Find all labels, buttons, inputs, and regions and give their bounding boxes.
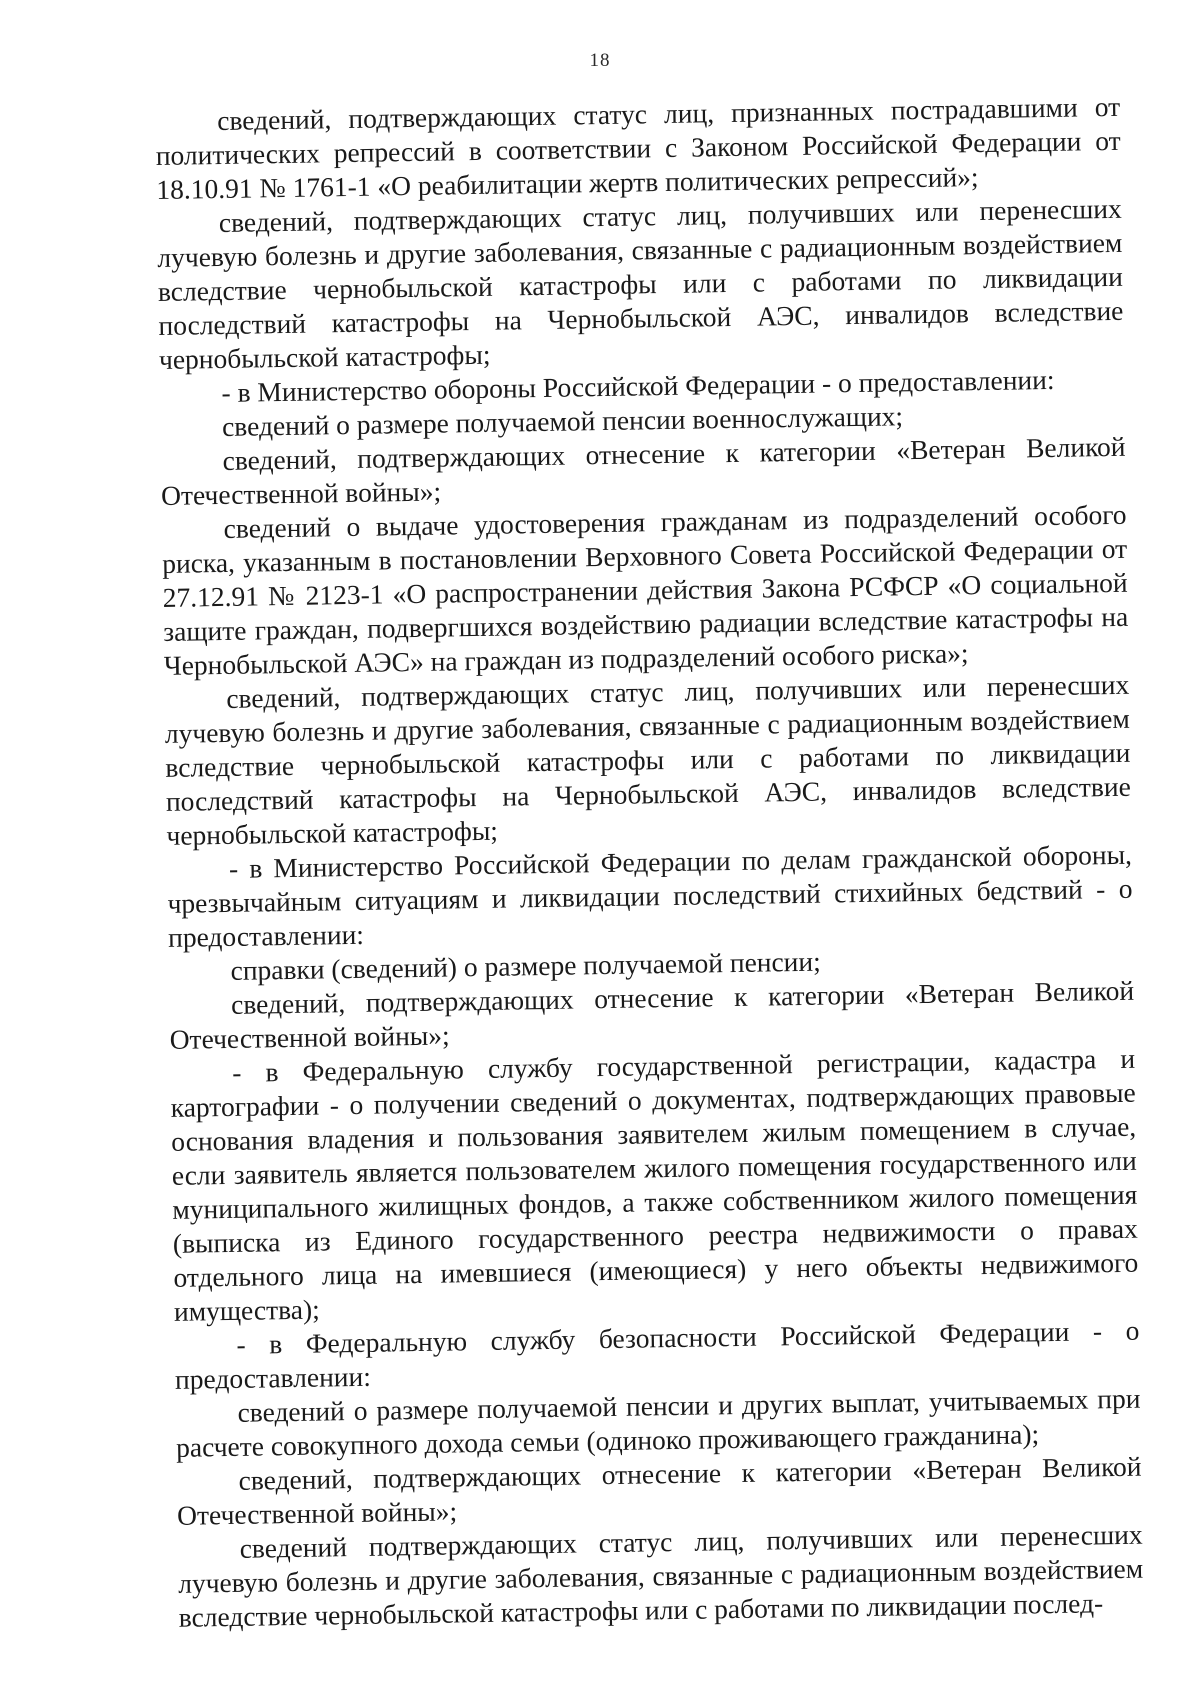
paragraph: сведений, подтверждающих отнесение к категории «Ветеран Великой Отечественной войны»; [160, 430, 1126, 511]
paragraph: сведений, подтверждающих отнесение к категории «Ветеран Великой Отечественной войны»; [176, 1450, 1142, 1531]
paragraph: сведений, подтверждающих отнесение к категории «Ветеран Великой Отечественной войны»; [169, 974, 1135, 1055]
paragraph: сведений, подтверждающих статус лиц, получивших или перенесших лучевую болезнь и другие заболевания, связанные с радиационным воздействием вследствие чернобыльской катастрофы или с работами по ликвидации последствий катастрофы на Чернобыльской АЭС, инвалидов вследствие чернобыльской катастрофы; [157, 192, 1124, 375]
paragraph: - в Министерство Российской Федерации по делам гражданской обороны, чрезвычайным ситуациям и ликвидации последствий стихийных бедствий - о предоставлении: [167, 838, 1133, 953]
paragraph: - в Федеральную службу безопасности Российской Федерации - о предоставлении: [174, 1314, 1140, 1395]
paragraph: сведений о размере получаемой пенсии военнослужащих; [221, 400, 904, 442]
paragraph: сведений подтверждающих статус лиц, получивших или перенесших лучевую болезнь и другие заболевания, связанные с радиационным воздействием вследствие чернобыльской катастрофы или с работами по ликвидации послед- [177, 1518, 1144, 1633]
page-number: 18 [589, 50, 611, 71]
document-body [155, 90, 1144, 1635]
paragraph: - в Министерство обороны Российской Федерации - о предоставлении: [221, 363, 1055, 408]
paragraph: справки (сведений) о размере получаемой пенсии; [230, 945, 821, 986]
paragraph: сведений о выдаче удостоверения гражданам из подразделений особого риска, указанным в постановлении Верховного Совета Российской Федерации от 27.12.91 № 2123-1 «О распространении действия Закона РСФСР «О социальной защите граждан, подвергшихся воздействию радиации вследствие катастрофы на Чернобыльской АЭС» на граждан из подразделений особого риска»; [161, 498, 1129, 681]
paragraph: сведений, подтверждающих статус лиц, признанных пострадавшими от политических репрессий в соответствии с Законом Российской Федерации от 18.10.91 № 1761-1 «О реабилитации жертв политических репрессий»; [155, 90, 1121, 205]
paragraph: сведений о размере получаемой пенсии и других выплат, учитываемых при расчете совокупного дохода семьи (одиноко проживающего гражданина); [175, 1382, 1141, 1463]
paragraph: - в Федеральную службу государственной регистрации, кадастра и картографии - о получении сведений о документах, подтверждающих правовые основания владения и пользования заявителем жилым помещением в случае, если заявитель является пользователем жилого помещения государственного или муниципального жилищных фондов, а также собственником жилого помещения (выписка из Единого государственного реестра недвижимости о правах отдельного лица на имевшиеся (имеющиеся) у него объекты недвижимого имущества); [170, 1042, 1139, 1327]
paragraph: сведений, подтверждающих статус лиц, получивших или перенесших лучевую болезнь и другие заболевания, связанные с радиационным воздействием вследствие чернобыльской катастрофы или с работами по ликвидации последствий катастрофы на Чернобыльской АЭС, инвалидов вследствие чернобыльской катастрофы; [164, 668, 1132, 851]
